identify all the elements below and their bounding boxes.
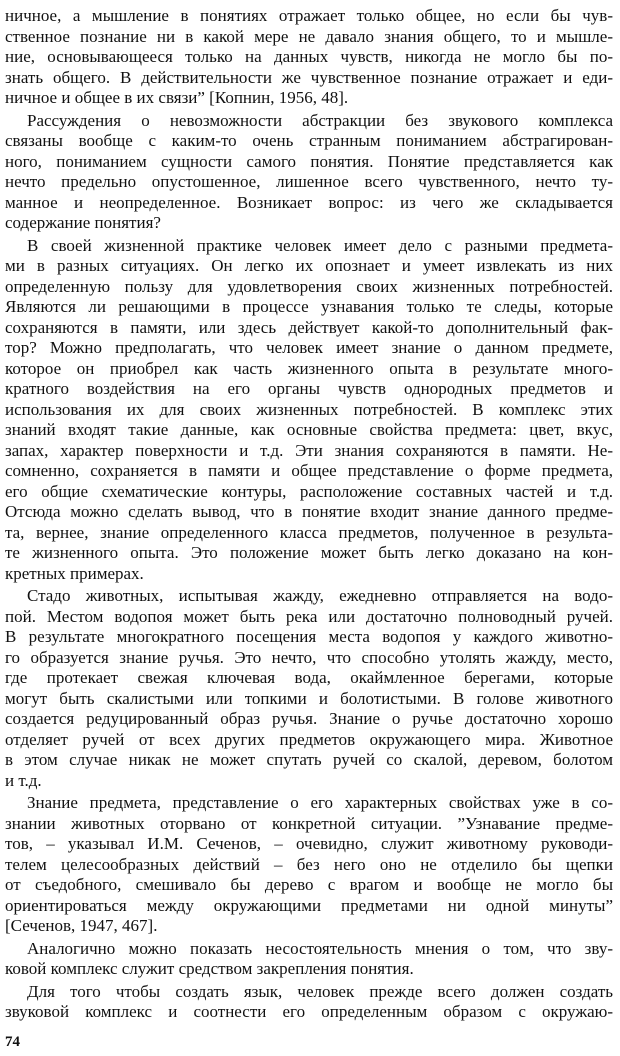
text-line: и т.д. bbox=[5, 770, 42, 790]
text-line: Стадо животных, испытывая жажду, ежедневно отправляется на водо- bbox=[27, 586, 613, 605]
text-line: те жизненного опыта. Это положение может быть легко доказано на кон- bbox=[5, 543, 613, 562]
text-line: Отсюда можно сделать вывод, что в понятие входит знание данного предме- bbox=[5, 502, 613, 521]
text-line: В своей жизненной практике человек имеет дело с разными предмета- bbox=[27, 235, 613, 255]
text-line: где протекает свежая ключевая вода, окаймленное берегами, которые bbox=[5, 668, 613, 687]
text-line: могут быть скалистыми или топкими и болотистыми. В голове животного bbox=[5, 688, 613, 708]
text-line: В результате многократного посещения места водопоя у каждого животно- bbox=[5, 627, 613, 646]
text-line: связаны вообще с каким-то очень странным пониманием абстрагирован- bbox=[5, 131, 613, 150]
text-line: Рассуждения о невозможности абстракции без звукового комплекса bbox=[27, 110, 613, 130]
page-text bbox=[5, 4, 613, 1023]
text-line: которое он приобрел как часть жизненного опыта в результате много- bbox=[5, 358, 613, 378]
text-line: использования их для своих жизненных потребностей. В комплекс этих bbox=[5, 399, 613, 419]
paragraph bbox=[5, 111, 613, 234]
text-line: знаний входят такие данные, как основные свойства предмета: цвет, вкус, bbox=[5, 420, 613, 439]
text-line: ничное и общее в их связи” [Копнин, 1956, 48]. bbox=[5, 88, 349, 107]
page-number: 74 bbox=[5, 1034, 20, 1050]
text-line: сохраняются в памяти, или здесь действует какой-то дополнительный фак- bbox=[5, 317, 613, 337]
paragraph bbox=[5, 6, 613, 109]
text-line: Знание предмета, представление о его характерных свойствах уже в со- bbox=[27, 793, 613, 812]
text-line: ние, основывающееся только на данных чувств, никогда не могло бы по- bbox=[5, 47, 613, 66]
text-line: Являются ли решающими в процессе узнавания только те следы, которые bbox=[5, 297, 613, 316]
text-line: ного, пониманием сущности самого понятия. Понятие представляется как bbox=[5, 151, 613, 171]
paragraph bbox=[5, 793, 613, 937]
paragraph bbox=[5, 939, 613, 980]
text-line: создается редуцированный образ ручья. Знание о ручье достаточно хорошо bbox=[5, 709, 613, 728]
text-line: тов, – указывал И.М. Сеченов, – очевидно, служит животному руководи- bbox=[5, 834, 613, 853]
text-line: от съедобного, смешивало бы дерево с врагом и вообще не могло бы bbox=[5, 875, 613, 894]
text-line: в этом случае никак не может спутать ручей со скалой, деревом, болотом bbox=[5, 750, 613, 769]
text-line: сомненно, сохраняется в памяти и общее представление о форме предмета, bbox=[5, 461, 613, 480]
paragraph bbox=[5, 982, 613, 1023]
text-line: кретных примерах. bbox=[5, 563, 144, 583]
text-line: го образуется знание ручья. Это нечто, что способно утолять жажду, место, bbox=[5, 647, 613, 667]
text-line: содержание понятия? bbox=[5, 213, 161, 232]
text-line: манное и неопределенное. Возникает вопрос: из чего же складывается bbox=[5, 192, 613, 212]
paragraph bbox=[5, 236, 613, 585]
text-line: нечто предельно опустошенное, лишенное всего чувственного, нечто ту- bbox=[5, 172, 613, 191]
text-line: Для того чтобы создать язык, человек прежде всего должен создать bbox=[27, 981, 613, 1001]
paragraph bbox=[5, 586, 613, 791]
text-line: запах, характер поверхности и т.д. Эти знания сохраняются в памяти. Не- bbox=[5, 440, 613, 460]
text-line: ковой комплекс служит средством закрепления понятия. bbox=[5, 959, 414, 978]
text-line: знать общего. В действительности же чувственное познание отражает и еди- bbox=[5, 67, 613, 87]
text-line: отделяет ручей от всех других предметов окружающего мира. Животное bbox=[5, 729, 613, 749]
text-line: ничное, а мышление в понятиях отражает только общее, но если бы чув- bbox=[5, 6, 613, 25]
text-line: пой. Местом водопоя может быть река или достаточно полноводный ручей. bbox=[5, 606, 613, 626]
text-line: Аналогично можно показать несостоятельность мнения о том, что зву- bbox=[27, 938, 613, 958]
text-line: кратного воздействия на его органы чувств однородных предметов и bbox=[5, 379, 613, 398]
text-line: ориентироваться между окружающими предметами ни одной минуты” bbox=[5, 895, 613, 915]
text-line: ми в разных ситуациях. Он легко их опознает и умеет извлекать из них bbox=[5, 256, 613, 275]
text-line: телем целесообразных действий – без него оно не отделило бы щепки bbox=[5, 854, 613, 874]
text-line: определенную пользу для удовлетворения своих жизненных потребностей. bbox=[5, 276, 613, 296]
text-line: тор? Можно предполагать, что человек имеет знание о данном предмете, bbox=[5, 338, 613, 357]
text-line: его общие схематические контуры, расположение составных частей и т.д. bbox=[5, 481, 613, 501]
text-line: [Сеченов, 1947, 467]. bbox=[5, 916, 158, 935]
text-line: звуковой комплекс и соотнести его определенным образом с окружаю- bbox=[5, 1002, 613, 1021]
text-line: та, вернее, знание определенного класса предметов, полученное в результа- bbox=[5, 522, 613, 542]
text-line: ственное познание ни в какой мере не давало знания общего, то и мышле- bbox=[5, 26, 613, 46]
text-line: знании животных оторвано от конкретной ситуации. ”Узнавание предме- bbox=[5, 813, 613, 833]
